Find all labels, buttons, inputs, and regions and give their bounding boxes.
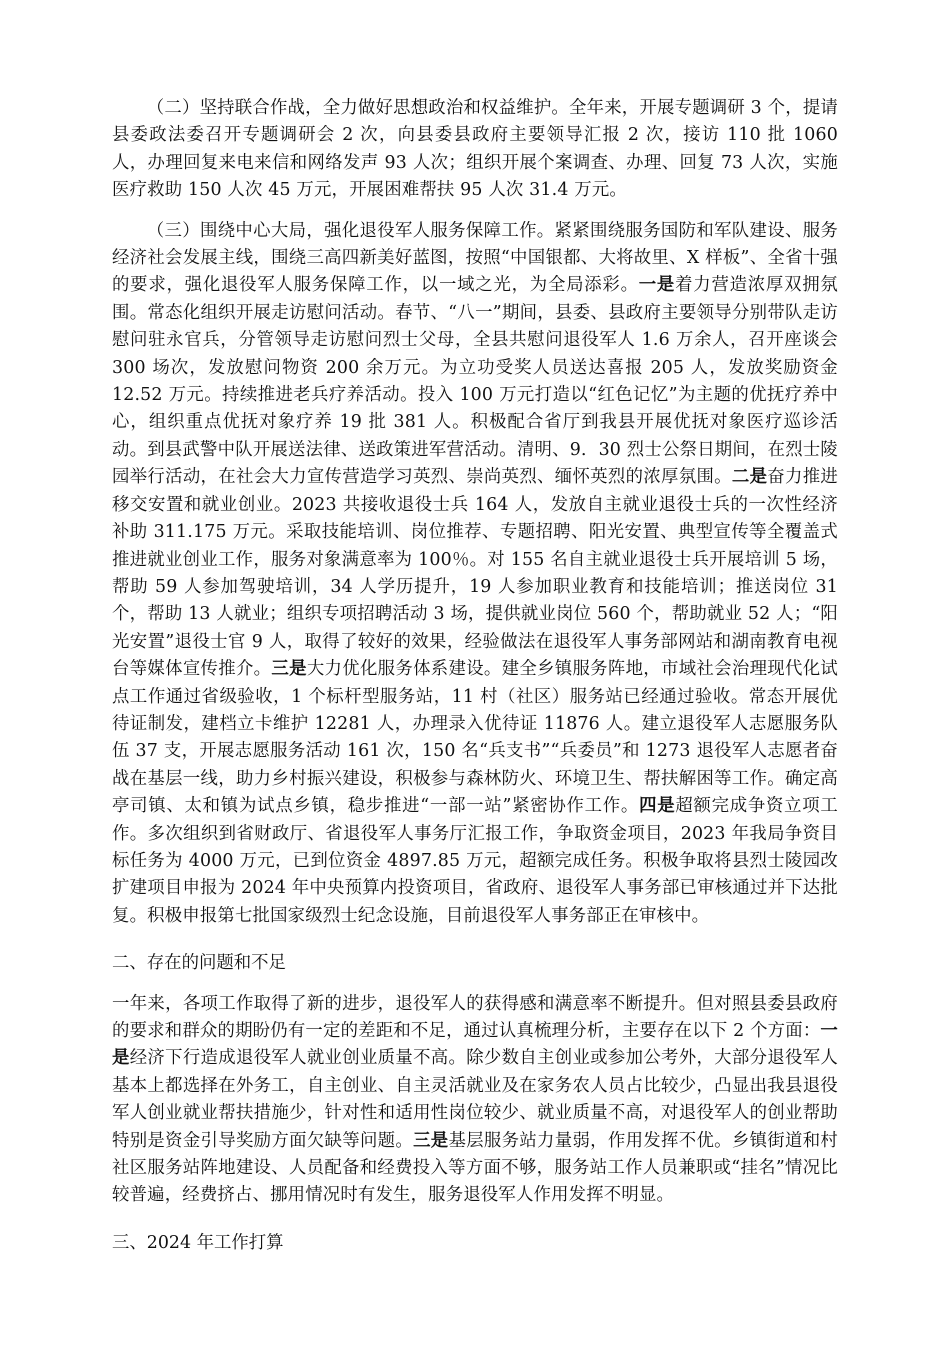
document-body [112,95,838,1257]
heading-problems-and-shortcomings [112,950,838,977]
text-run: 超额完成争资立项工作。多次组织到省财政厅、省退役军人事务厅汇报工作，争取资金项目，2023 年我局争资目标任务为 4000 万元，已到位资金 4897.85 万元，超额完成任务。积极争取将县烈士陵园改扩建项目申报为 2024 年中央预算内投资项目，省政府、退役军人事务部已审核通过并下达批复。积极申报第七批国家级烈士纪念设施，目前退役军人事务部正在审核中。 [112,796,838,926]
emphasis-run: 三是 [271,659,307,680]
page-bottom-whitespace [112,1257,838,1347]
text-run: 一年来，各项工作取得了新的进步，退役军人的获得感和满意率不断提升。但对照县委县政府的要求和群众的期盼仍有一定的差距和不足，通过认真梳理分析，主要存在以下 2 个方面： [112,993,838,1041]
text-run: 三、2024 年工作打算 [112,1232,284,1253]
paragraph-section-two [112,95,838,205]
text-run: 基层服务站力量弱，作用发挥不优。乡镇街道和村社区服务站阵地建设、人员配备和经费投入等方面不够，服务站工作人员兼职或“挂名”情况比较普遍，经费挤占、挪用情况时有发生，服务退役军人作用发挥不明显。 [112,1130,838,1206]
emphasis-run: 一是 [112,1021,838,1069]
text-run: 二、存在的问题和不足 [112,953,286,974]
emphasis-run: 一是 [638,275,676,296]
emphasis-run: 三是 [413,1130,449,1151]
text-run: （三）围绕中心大局，强化退役军人服务保障工作。紧紧围绕服务国防和军队建设、服务经济社会发展主线，围绕三高四新美好蓝图，按照“中国银都、大将故里、X 样板”、全省十强的要求，强化退役军人服务保障工作，以一域之光，为全局添彩。 [112,220,838,296]
text-run: 奋力推进移交安置和就业创业。2023 共接收退役士兵 164 人，发放自主就业退役士兵的一次性经济补助 311.175 万元。采取技能培训、岗位推荐、专题招聘、阳光安置、典型宣传等全覆盖式推进就业创业工作，服务对象满意率为 100％。对 155 名自主就业退役士兵开展培训 5 场，帮助 59 人参加驾驶培训，34 人学历提升，19 人参加职业教育和技能培训；推送岗位 31 个，帮助 13 人就业；组织专项招聘活动 3 场，提供就业岗位 560 个，帮助就业 52 人；“阳光安置”退役士官 9 人，取得了较好的效果，经验做法在退役军人事务部网站和湖南教育电视台等媒体宣传推介。 [112,467,838,680]
text-run: 大力优化服务体系建设。建全乡镇服务阵地，市域社会治理现代化试点工作通过省级验收，1 个标杆型服务站，11 村（社区）服务站已经通过验收。常态开展优待证制发，建档立卡维护 12281 人，办理录入优待证 11876 人。建立退役军人志愿服务队伍 37 支，开展志愿服务活动 161 次，150 名“兵支书”“兵委员”和 1273 退役军人志愿者奋战在基层一线，助力乡村振兴建设，积极参与森林防火、环境卫生、帮扶解困等工作。确定高亭司镇、太和镇为试点乡镇，稳步推进“一部一站”紧密协作工作。 [112,659,838,817]
text-run: 经济下行造成退役军人就业创业质量不高。除少数自主创业或参加公考外，大部分退役军人基本上都选择在外务工，自主创业、自主灵活就业及在家务农人员占比较少，凸显出我县退役军人创业就业帮扶措施少，针对性和适用性岗位较少、就业质量不高，对退役军人的创业帮助特别是资金引导奖励方面欠缺等问题。 [112,1048,838,1151]
paragraph-section-three [112,218,838,931]
emphasis-run: 四是 [639,796,676,817]
emphasis-run: 二是 [731,467,768,488]
text-run: （二）坚持联合作战，全力做好思想政治和权益维护。全年来，开展专题调研 3 个，提请县委政法委召开专题调研会 2 次，向县委县政府主要领导汇报 2 次，接访 110 批 1060 人，办理回复来电来信和网络发声 93 人次；组织开展个案调查、办理、回复 73 人次，实施医疗救助 150 人次 45 万元，开展困难帮扶 95 人次 31.4 万元。 [112,98,838,201]
text-run: 着力营造浓厚双拥氛围。常态化组织开展走访慰问活动。春节、“八一”期间，县委、县政府主要领导分别带队走访慰问驻永官兵，分管领导走访慰问烈士父母，全县共慰问退役军人 1.6 万余人，召开座谈会 300 场次，发放慰问物资 200 余万元。为立功受奖人员送达喜报 205 人，发放奖励资金 12.52 万元。持续推进老兵疗养活动。投入 100 万元打造以“红色记忆”为主题的优抚疗养中心，组织重点优抚对象疗养 19 批 381 人。积极配合省厅到我县开展优抚对象医疗巡诊活动。到县武警中队开展送法律、送政策进军营活动。清明、9．30 烈士公祭日期间，在烈士陵园举行活动，在社会大力宣传营造学习英烈、崇尚英烈、缅怀英烈的浓厚氛围。 [112,275,838,488]
heading-2024-work-plan [112,1230,838,1257]
paragraph-problems-body [112,991,838,1210]
